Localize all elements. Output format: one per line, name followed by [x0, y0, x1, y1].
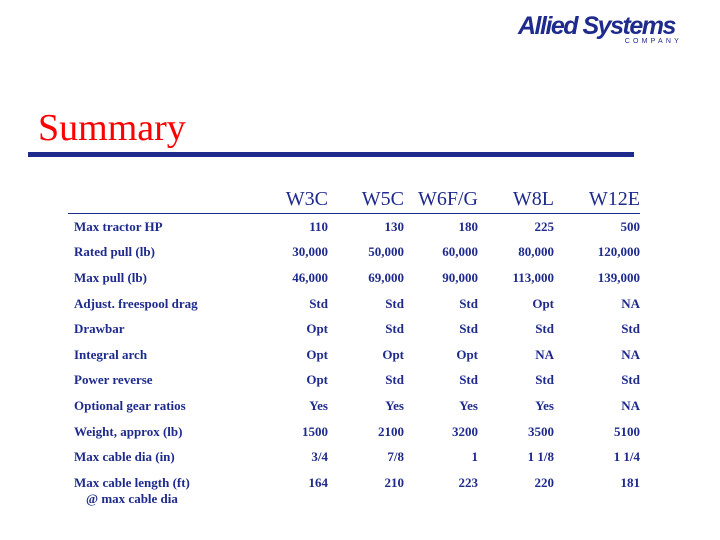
- page-title: Summary: [38, 107, 186, 149]
- row-label: Integral arch: [74, 346, 148, 362]
- table-cell: 130: [384, 218, 404, 234]
- title-divider: [28, 152, 634, 157]
- table-cell: Std: [535, 321, 554, 337]
- table-cell: Opt: [306, 346, 328, 362]
- table-cell: 180: [458, 218, 478, 234]
- table-cell: Std: [459, 372, 478, 388]
- table-row: [68, 240, 640, 266]
- table-row: [68, 393, 640, 419]
- table-cell: 1 1/4: [613, 449, 640, 465]
- table-cell: Opt: [306, 321, 328, 337]
- table-row: [68, 316, 640, 342]
- table-header-row: [68, 185, 640, 214]
- table-cell: Opt: [306, 372, 328, 388]
- table-cell: Std: [621, 321, 640, 337]
- column-header: W5C: [328, 185, 404, 214]
- table-cell: NA: [621, 346, 640, 362]
- table-cell: Std: [535, 372, 554, 388]
- table-cell: 139,000: [597, 269, 640, 285]
- table-cell: 113,000: [512, 269, 554, 285]
- table-row: [68, 291, 640, 317]
- table-cell: Opt: [532, 295, 554, 311]
- table-cell: 500: [620, 218, 640, 234]
- table-row: [68, 470, 640, 507]
- column-header: W6F/G: [404, 185, 478, 214]
- table-cell: Yes: [385, 397, 404, 413]
- specs-table: [68, 185, 640, 507]
- table-row: [68, 419, 640, 445]
- table-cell: 50,000: [368, 244, 404, 260]
- column-header: W8L: [478, 185, 554, 214]
- row-label: Optional gear ratios: [74, 397, 186, 413]
- table-cell: 30,000: [292, 244, 328, 260]
- row-label: Weight, approx (lb): [74, 423, 183, 439]
- row-label: Adjust. freespool drag: [74, 295, 198, 311]
- table-row: [68, 368, 640, 394]
- table-cell: Std: [385, 321, 404, 337]
- table-cell: 80,000: [518, 244, 554, 260]
- row-label: Max tractor HP: [74, 218, 163, 234]
- table-cell: Opt: [382, 346, 404, 362]
- row-label-main: Max cable length (ft): [74, 474, 190, 490]
- row-label: [68, 470, 264, 507]
- allied-systems-logo: [518, 12, 688, 48]
- table-cell: Std: [385, 295, 404, 311]
- table-cell: Yes: [309, 397, 328, 413]
- table-cell: Yes: [535, 397, 554, 413]
- header-corner: [68, 185, 264, 214]
- table-row: [68, 342, 640, 368]
- table-cell: 69,000: [368, 269, 404, 285]
- row-label: Drawbar: [74, 321, 125, 337]
- table-cell: Std: [459, 321, 478, 337]
- table-cell: 60,000: [442, 244, 478, 260]
- table-cell: 220: [534, 474, 554, 490]
- table-cell: 7/8: [387, 449, 404, 465]
- table-cell: 2100: [378, 423, 404, 439]
- table-cell: 223: [458, 474, 478, 490]
- table-cell: NA: [621, 397, 640, 413]
- table-cell: 1500: [302, 423, 328, 439]
- table-cell: Std: [385, 372, 404, 388]
- table-cell: 3500: [528, 423, 554, 439]
- column-header: W3C: [264, 185, 328, 214]
- table-cell: 46,000: [292, 269, 328, 285]
- table-cell: Yes: [459, 397, 478, 413]
- row-label-sub: @ max cable dia: [86, 490, 178, 506]
- logo-company-text: COMPANY: [624, 38, 682, 45]
- table-cell: NA: [621, 295, 640, 311]
- row-label: Rated pull (lb): [74, 244, 155, 260]
- table-cell: Opt: [456, 346, 478, 362]
- table-cell: 181: [620, 474, 640, 490]
- table-cell: Std: [459, 295, 478, 311]
- table-cell: 3/4: [311, 449, 328, 465]
- logo-brand-text: Allied Systems: [518, 12, 675, 40]
- table-row: [68, 444, 640, 470]
- table-cell: 90,000: [442, 269, 478, 285]
- table-cell: 1 1/8: [527, 449, 554, 465]
- column-header: W12E: [554, 185, 640, 214]
- table-cell: Std: [309, 295, 328, 311]
- table-cell: 120,000: [597, 244, 640, 260]
- table-row: [68, 265, 640, 291]
- table-cell: 3200: [452, 423, 478, 439]
- row-label: Power reverse: [74, 372, 153, 388]
- table-cell: NA: [535, 346, 554, 362]
- table-row: [68, 214, 640, 240]
- table-cell: 5100: [614, 423, 640, 439]
- row-label: Max cable dia (in): [74, 449, 175, 465]
- table-cell: 210: [384, 474, 404, 490]
- table-cell: 164: [308, 474, 328, 490]
- table-cell: Std: [621, 372, 640, 388]
- table-cell: 1: [471, 449, 478, 465]
- table-cell: 110: [309, 218, 328, 234]
- table-cell: 225: [534, 218, 554, 234]
- row-label: Max pull (lb): [74, 269, 147, 285]
